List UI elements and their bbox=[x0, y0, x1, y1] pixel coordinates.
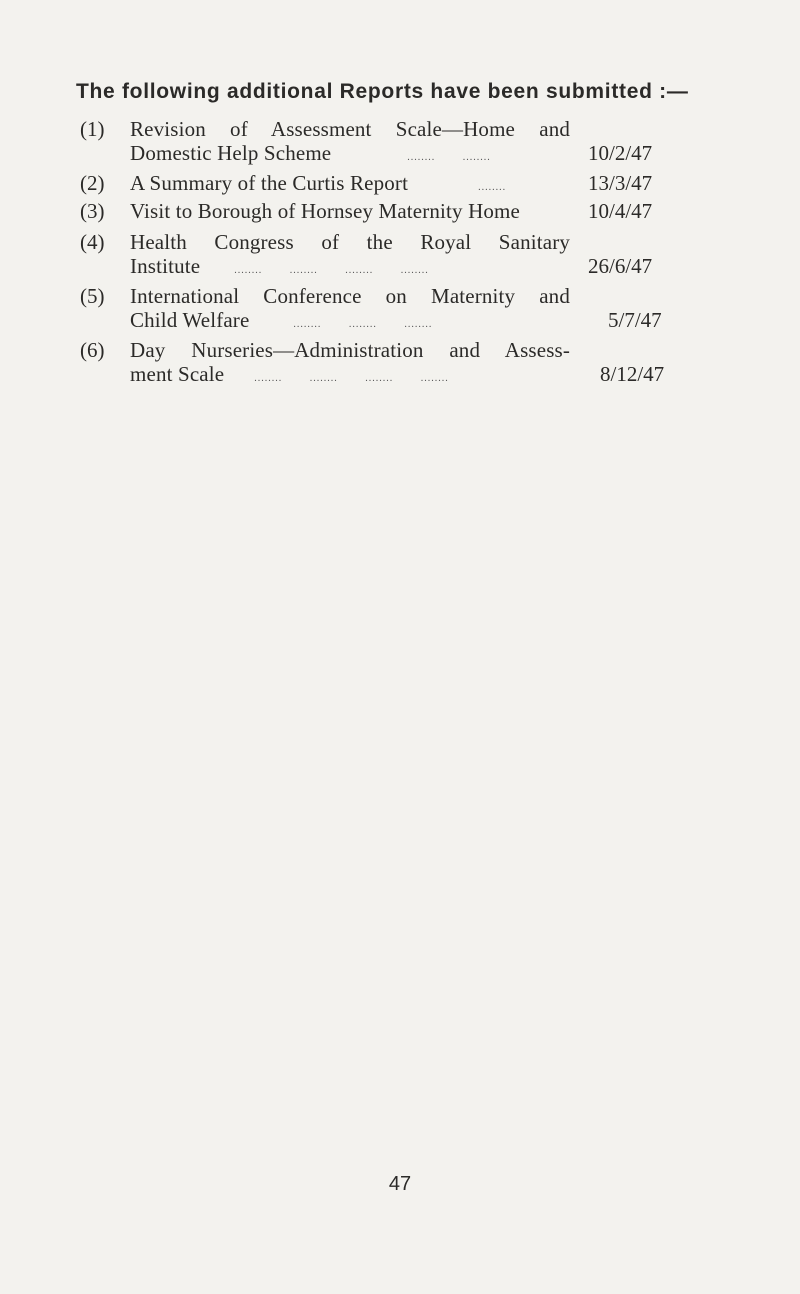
item-title-line-text: A Summary of the Curtis Report bbox=[130, 171, 409, 195]
item-title-line-text: Institute bbox=[130, 254, 201, 278]
page-title: The following additional Reports have been submitted :— bbox=[76, 80, 689, 103]
item-number: (1) bbox=[80, 117, 105, 141]
item-title-line bbox=[130, 254, 570, 278]
item-number: (5) bbox=[80, 284, 105, 308]
item-number: (3) bbox=[80, 199, 105, 223]
item-title-line-text: ment Scale bbox=[130, 362, 225, 386]
item-date: 8/12/47 bbox=[600, 362, 665, 386]
item-title-line bbox=[130, 171, 570, 195]
item-title-line: International Conference on Maternity and bbox=[130, 284, 570, 308]
item-number: (6) bbox=[80, 338, 105, 362]
item-title bbox=[130, 338, 570, 386]
item-title bbox=[130, 199, 570, 223]
leader-dots: ........ ........ ........ bbox=[293, 319, 433, 330]
item-title-line-text: Child Welfare bbox=[130, 308, 250, 332]
leader-dots: ........ bbox=[478, 182, 507, 193]
item-title-line: Revision of Assessment Scale—Home and bbox=[130, 117, 570, 141]
item-title-line: Day Nurseries—Administration and Assess- bbox=[130, 338, 570, 362]
item-date: 26/6/47 bbox=[588, 254, 653, 278]
item-title-line: Health Congress of the Royal Sanitary bbox=[130, 230, 570, 254]
leader-dots: ........ ........ ........ ........ bbox=[254, 373, 449, 384]
item-title bbox=[130, 171, 570, 195]
page-number: 47 bbox=[388, 1173, 412, 1195]
item-title bbox=[130, 284, 570, 332]
item-title-line-text: Domestic Help Scheme bbox=[130, 141, 332, 165]
item-title-line bbox=[130, 308, 570, 332]
item-date: 13/3/47 bbox=[588, 171, 653, 195]
item-title bbox=[130, 230, 570, 278]
item-number: (4) bbox=[80, 230, 105, 254]
item-title-line: Visit to Borough of Hornsey Maternity Home bbox=[130, 199, 520, 223]
leader-dots: ........ ........ ........ ........ bbox=[234, 265, 429, 276]
leader-dots: ........ ........ bbox=[407, 152, 491, 163]
item-date: 5/7/47 bbox=[608, 308, 662, 332]
item-date: 10/2/47 bbox=[588, 141, 653, 165]
item-title-line bbox=[130, 362, 570, 386]
item-title bbox=[130, 117, 570, 165]
item-number: (2) bbox=[80, 171, 105, 195]
item-date: 10/4/47 bbox=[588, 199, 653, 223]
item-title-line bbox=[130, 141, 570, 165]
